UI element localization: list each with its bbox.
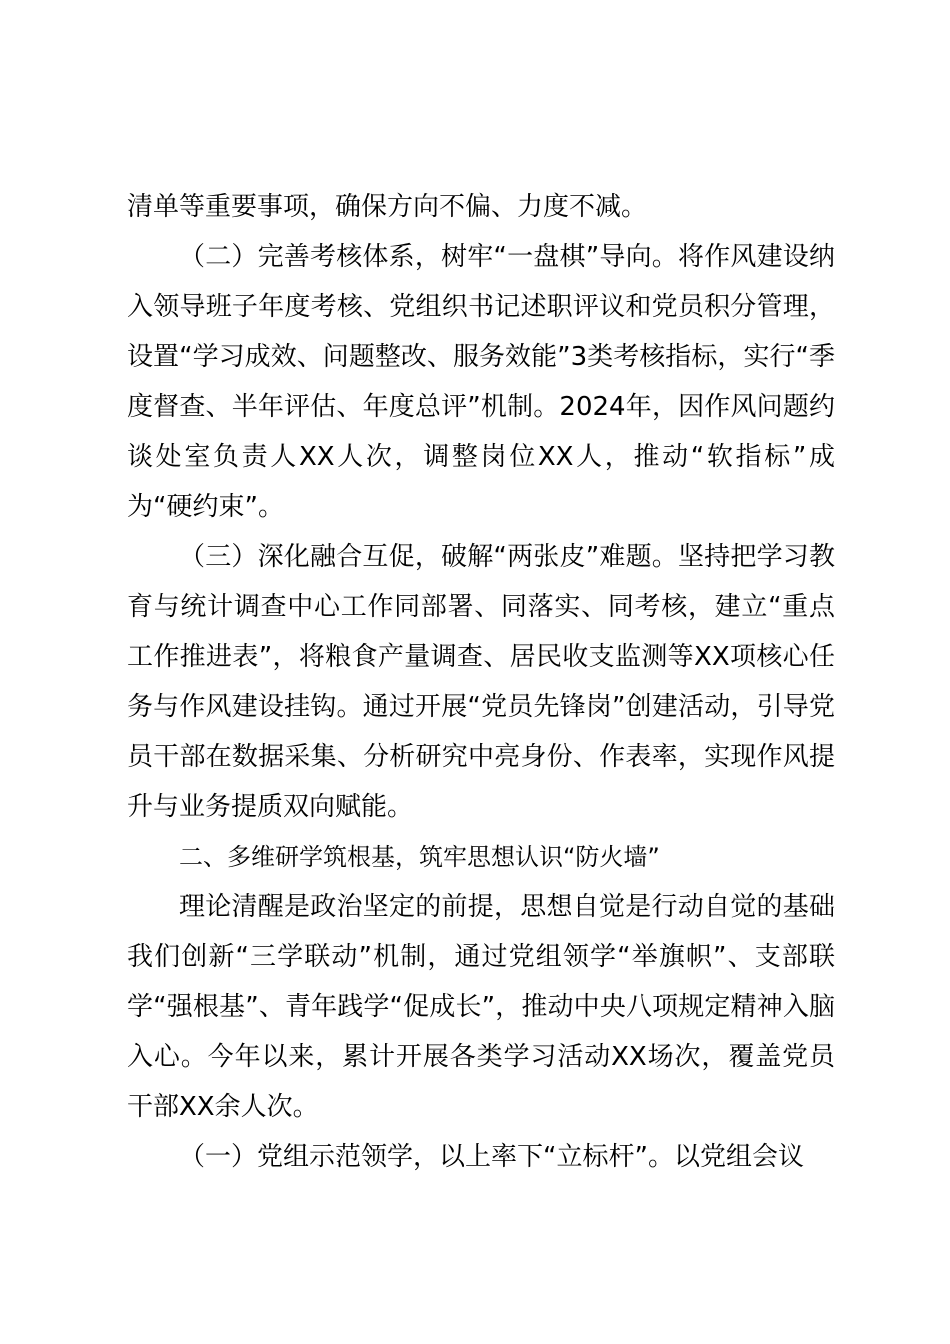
section-heading: 二、多维研学筑根基，筑牢思想认识“防火墙”	[179, 843, 660, 871]
paragraph-continuation: 清单等重要事项，确保方向不偏、力度不减。	[127, 192, 648, 222]
document-body	[127, 182, 835, 1182]
paragraph-section-2: （二）完善考核体系，树牢“一盘棋”导向。将作风建设纳入领导班子年度考核、党组织书记述职评议和党员积分管理，设置“学习成效、问题整改、服务效能”3类考核指标，实行“季度督查、半年评估、年度总评”机制。2024年，因作风问题约谈处室负责人XX人次，调整岗位XX人，推动“软指标”成为“硬约束”。	[127, 242, 835, 522]
paragraph-subsection-1: （一）党组示范领学，以上率下“立标杆”。以党组会议	[179, 1142, 804, 1172]
paragraph-section-3: （三）深化融合互促，破解“两张皮”难题。坚持把学习教育与统计调查中心工作同部署、同落实、同考核，建立“重点工作推进表”，将粮食产量调查、居民收支监测等XX项核心任务与作风建设挂钩。通过开展“党员先锋岗”创建活动，引导党员干部在数据采集、分析研究中亮身份、作表率，实现作风提升与业务提质双向赋能。	[127, 542, 835, 822]
paragraph-intro: 理论清醒是政治坚定的前提，思想自觉是行动自觉的基础我们创新“三学联动”机制，通过党组领学“举旗帜”、支部联学“强根基”、青年践学“促成长”，推动中央八项规定精神入脑入心。今年以来，累计开展各类学习活动XX场次，覆盖党员干部XX余人次。	[127, 892, 835, 1122]
